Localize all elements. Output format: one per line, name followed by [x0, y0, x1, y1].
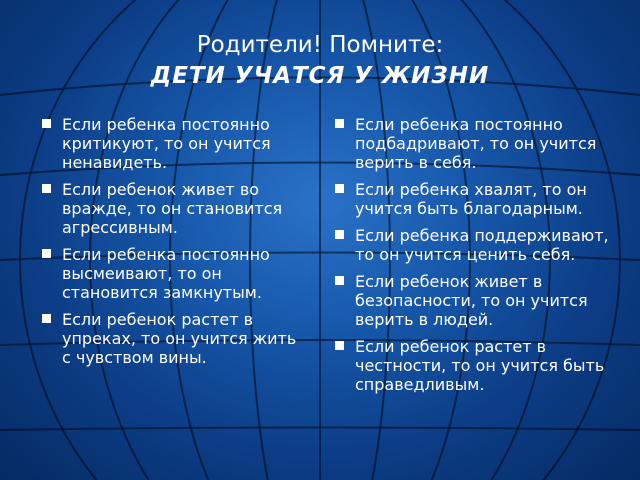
bullet-icon: [42, 249, 51, 258]
list-item: [40, 310, 310, 367]
title-line-2: ДЕТИ УЧАТСЯ У ЖИЗНИ: [150, 63, 490, 89]
list-item-text: Если ребенка поддерживают, то он учится ценить себя.: [355, 226, 609, 264]
list-item-text: Если ребенок живет во вражде, то он становится агрессивным.: [62, 180, 283, 237]
list-item-text: Если ребенок растет в честности, то он учится быть справедливым.: [355, 337, 605, 394]
bullet-icon: [335, 119, 344, 128]
slide-title: [0, 30, 640, 92]
bullet-icon: [335, 230, 344, 239]
bullet-icon: [335, 184, 344, 193]
list-item-text: Если ребенок живет в безопасности, то он учится верить в людей.: [355, 272, 588, 329]
list-item-text: Если ребенка постоянно подбадривают, то он учится верить в себя.: [355, 115, 597, 172]
list-item-text: Если ребенка постоянно высмеивают, то он становится замкнутым.: [62, 245, 270, 302]
list-item: [40, 115, 310, 172]
left-column: [40, 115, 310, 375]
bullet-icon: [42, 184, 51, 193]
right-column: [333, 115, 613, 402]
list-item-text: Если ребенка постоянно критикуют, то он учится ненавидеть.: [62, 115, 271, 172]
list-item: [40, 180, 310, 237]
bullet-icon: [42, 119, 51, 128]
list-item: [333, 115, 613, 172]
title-line-1: Родители! Помните:: [196, 32, 444, 58]
list-item: [333, 226, 613, 264]
list-item: [40, 245, 310, 302]
bullet-icon: [42, 314, 51, 323]
bullet-icon: [335, 276, 344, 285]
list-item: [333, 180, 613, 218]
left-list: [40, 115, 310, 367]
list-item-text: Если ребенок растет в упреках, то он учится жить с чувством вины.: [62, 310, 297, 367]
list-item-text: Если ребенка хвалят, то он учится быть благодарным.: [355, 180, 587, 218]
list-item: [333, 337, 613, 394]
bullet-icon: [335, 341, 344, 350]
right-list: [333, 115, 613, 394]
list-item: [333, 272, 613, 329]
